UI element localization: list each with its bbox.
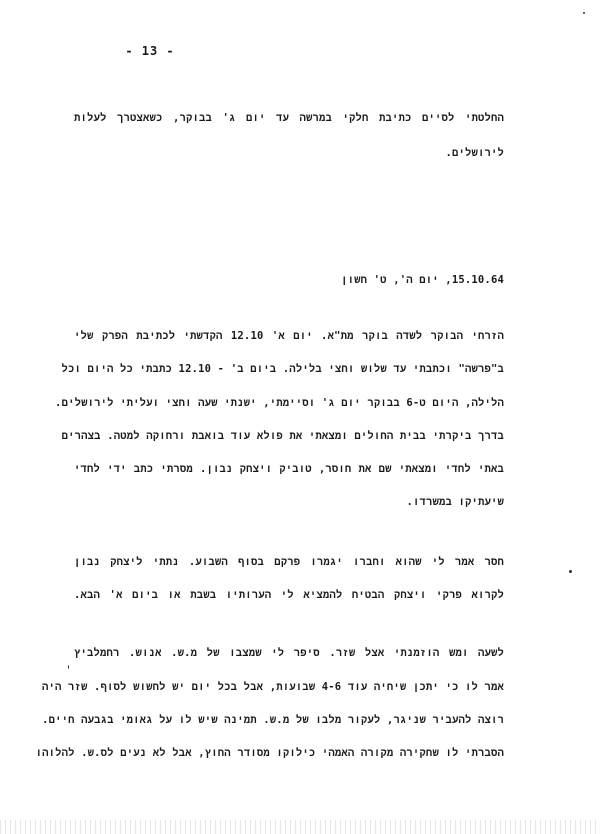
- text-line: רוצה להעביר שניגר, לעקור מלבו של מ.ש. תמינה שיש לו על גאומי בגבעה חיים.: [42, 714, 504, 726]
- text-line: אמר לו כי יתכן שיחיה עוד 4-6 שבועות, אבל בכל יום יש לחשוש לסוף. שזר היה: [41, 681, 504, 693]
- text-line: לקרוא פרקי ויצחק הבטיח להמציא לי הערותיו בשבת או ביום א' הבא.: [74, 589, 504, 601]
- text-line: שיעתיקו במשרדו.: [406, 496, 504, 508]
- scan-speck: [68, 665, 69, 669]
- page-number: - 13 -: [125, 44, 175, 58]
- text-line: לירושלים.: [445, 147, 504, 159]
- text-line: ב"פרשה" וכתבתי עד שלוש וחצי בלילה. ביום ב' - 12.10 כתבתי כל היום וכל: [61, 363, 504, 375]
- text-line: הזרחי הבוקר לשדה בוקר מת"א. יום א' 12.10 הקדשתי לכתיבת הפרק שלי: [74, 330, 504, 342]
- scan-speck: [583, 12, 585, 14]
- text-line: באתי לחדי ומצאתי שם את חוסר, טוביק ויצחק נבון. מסרתי כתב ידי לחדי: [74, 463, 504, 475]
- text-line: הלילה, היום ט-6 בבוקר יום ג' וסיימתי, ישנתי שעה וחצי ועליתי לירושלים.: [55, 397, 504, 409]
- text-line: לשעה ומש הוזמנתי אצל שזר. סיפר לי שמצבו של מ.ש. אנוש. רחמלביץ: [74, 647, 504, 659]
- scan-speck: [569, 570, 572, 573]
- entry-date-heading: 15.10.64, יום ה', ט' חשון: [341, 274, 504, 286]
- text-line: חסר אמר לי שהוא וחברו יגמרו פרקם בסוף השבוע. נתתי ליצחק נבון: [74, 556, 504, 568]
- text-line: בדרך ביקרתי בבית החולים ומצאתי את פולא עוד בואבת ורחוקה למטה. בצהרים: [61, 430, 504, 442]
- text-line: החלטתי לסיים כתיבת חלקי במרשה עד יום ג' בבוקר, כשאצטרך לעלות: [74, 112, 504, 124]
- scan-edge-noise: [0, 820, 600, 834]
- text-line: הסברתי לו שחקירה מקורה האמהי כילוקו מסודר החוץ, אבל לא נעים לס.ש. להלוהו: [35, 747, 504, 759]
